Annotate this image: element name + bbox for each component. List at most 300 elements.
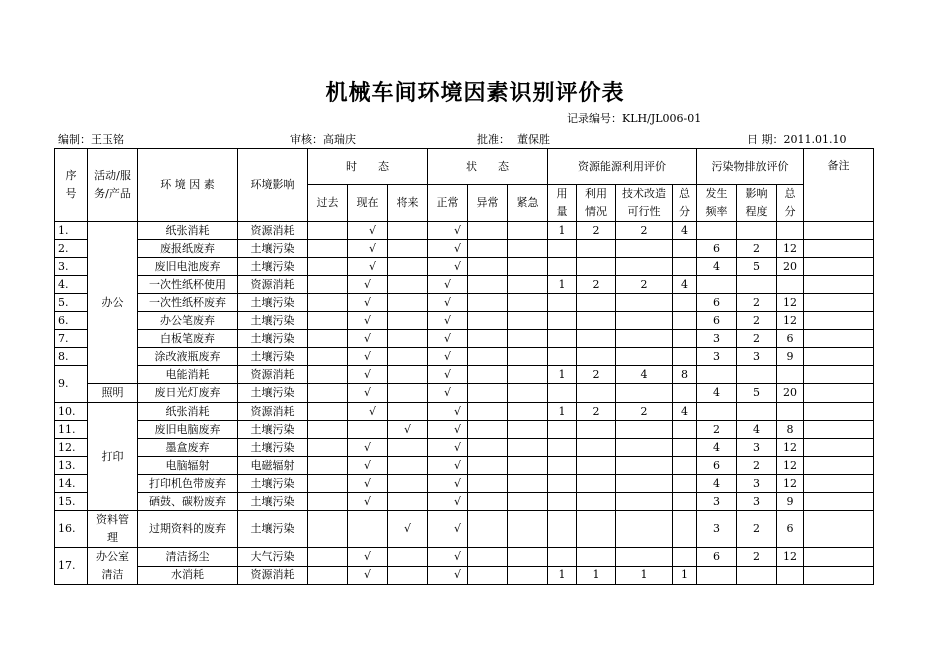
activity-group: 打印 xyxy=(88,403,138,511)
environmental-impact: 土壤污染 xyxy=(238,258,308,276)
time-cell xyxy=(308,493,348,511)
state-check-mark: √ xyxy=(428,240,468,258)
time-check-mark: √ xyxy=(348,276,388,294)
frequency-score: 3 xyxy=(697,511,737,548)
time-cell xyxy=(308,566,348,585)
row-seq: 2. xyxy=(55,240,88,258)
time-check-mark: √ xyxy=(348,403,388,421)
degree-score: 5 xyxy=(737,258,777,276)
utilization-score xyxy=(577,493,616,511)
usage-score xyxy=(548,294,577,312)
environmental-factor: 办公笔废弃 xyxy=(138,312,238,330)
state-check-mark: √ xyxy=(428,475,468,493)
state-check-mark: √ xyxy=(428,258,468,276)
pollution-total: 12 xyxy=(777,457,804,475)
usage-score: 1 xyxy=(548,276,577,294)
time-check-mark: √ xyxy=(348,384,388,403)
table-row xyxy=(55,240,874,258)
pollution-total: 20 xyxy=(777,258,804,276)
state-cell xyxy=(508,312,548,330)
degree-score: 2 xyxy=(737,312,777,330)
time-cell xyxy=(308,511,348,548)
header-time: 时 态 xyxy=(308,149,428,185)
state-cell xyxy=(508,511,548,548)
header-degree: 影响程度 xyxy=(737,185,777,222)
frequency-score xyxy=(697,222,737,240)
frequency-score: 6 xyxy=(697,312,737,330)
environmental-factor: 清洁扬尘 xyxy=(138,548,238,567)
time-cell xyxy=(388,403,428,421)
environmental-factor: 纸张消耗 xyxy=(138,403,238,421)
environmental-impact: 土壤污染 xyxy=(238,511,308,548)
state-cell xyxy=(508,566,548,585)
editor: 编制：王玉铭 xyxy=(58,133,124,146)
usage-score xyxy=(548,240,577,258)
state-cell xyxy=(468,511,508,548)
state-cell xyxy=(508,548,548,567)
state-cell xyxy=(508,366,548,384)
time-cell xyxy=(308,457,348,475)
note-cell xyxy=(804,511,874,548)
row-seq: 7. xyxy=(55,330,88,348)
time-cell xyxy=(388,348,428,366)
environmental-factor: 白板笔废弃 xyxy=(138,330,238,348)
state-cell xyxy=(508,348,548,366)
time-cell xyxy=(308,439,348,457)
usage-score xyxy=(548,421,577,439)
state-cell xyxy=(468,403,508,421)
note-cell xyxy=(804,312,874,330)
environmental-factor: 一次性纸杯废弃 xyxy=(138,294,238,312)
tech-score: 1 xyxy=(616,566,673,585)
degree-score xyxy=(737,222,777,240)
pollution-total xyxy=(777,222,804,240)
row-seq: 1. xyxy=(55,222,88,240)
state-check-mark: √ xyxy=(428,439,468,457)
environmental-impact: 土壤污染 xyxy=(238,348,308,366)
environmental-factor: 废日光灯废弃 xyxy=(138,384,238,403)
header-now: 现在 xyxy=(348,185,388,222)
activity-group: 办公 xyxy=(88,222,138,384)
pollution-total: 12 xyxy=(777,240,804,258)
note-cell xyxy=(804,384,874,403)
utilization-score xyxy=(577,240,616,258)
table-row xyxy=(55,330,874,348)
frequency-score xyxy=(697,566,737,585)
table-row xyxy=(55,457,874,475)
resource-total: 4 xyxy=(673,403,697,421)
state-cell xyxy=(468,330,508,348)
tech-score xyxy=(616,511,673,548)
usage-score: 1 xyxy=(548,403,577,421)
state-cell xyxy=(468,475,508,493)
time-check-mark: √ xyxy=(348,240,388,258)
table-row xyxy=(55,548,874,567)
pollution-total: 12 xyxy=(777,294,804,312)
tech-score xyxy=(616,384,673,403)
usage-score xyxy=(548,475,577,493)
table-row xyxy=(55,439,874,457)
state-cell xyxy=(468,421,508,439)
activity-group: 资料管理 xyxy=(88,511,138,548)
usage-score xyxy=(548,439,577,457)
row-seq: 6. xyxy=(55,312,88,330)
time-check-mark: √ xyxy=(388,421,428,439)
resource-total xyxy=(673,312,697,330)
degree-score: 4 xyxy=(737,421,777,439)
environmental-impact: 土壤污染 xyxy=(238,312,308,330)
environmental-factor: 水消耗 xyxy=(138,566,238,585)
time-cell xyxy=(388,240,428,258)
time-check-mark: √ xyxy=(348,294,388,312)
environmental-impact: 土壤污染 xyxy=(238,330,308,348)
tech-score xyxy=(616,240,673,258)
tech-score xyxy=(616,258,673,276)
frequency-score: 6 xyxy=(697,294,737,312)
frequency-score: 4 xyxy=(697,258,737,276)
frequency-score: 4 xyxy=(697,384,737,403)
environmental-factor: 过期资料的废弃 xyxy=(138,511,238,548)
header-frequency: 发生频率 xyxy=(697,185,737,222)
environmental-impact: 土壤污染 xyxy=(238,294,308,312)
state-cell xyxy=(508,493,548,511)
environmental-factor: 墨盒废弃 xyxy=(138,439,238,457)
environmental-factor: 废旧电脑废弃 xyxy=(138,421,238,439)
row-seq: 5. xyxy=(55,294,88,312)
header-pollution: 污染物排放评价 xyxy=(697,149,804,185)
environmental-impact: 资源消耗 xyxy=(238,222,308,240)
tech-score: 2 xyxy=(616,222,673,240)
table-row xyxy=(55,493,874,511)
state-cell xyxy=(468,276,508,294)
state-cell xyxy=(468,439,508,457)
tech-score xyxy=(616,312,673,330)
state-cell xyxy=(508,294,548,312)
time-check-mark: √ xyxy=(348,222,388,240)
tech-score: 4 xyxy=(616,366,673,384)
state-check-mark: √ xyxy=(428,511,468,548)
utilization-score xyxy=(577,457,616,475)
state-cell xyxy=(508,258,548,276)
resource-total xyxy=(673,493,697,511)
header-usage: 用量 xyxy=(548,185,577,222)
table-row xyxy=(55,384,874,403)
utilization-score xyxy=(577,439,616,457)
time-check-mark: √ xyxy=(348,475,388,493)
state-cell xyxy=(468,348,508,366)
frequency-score xyxy=(697,276,737,294)
table-row xyxy=(55,566,874,585)
note-cell xyxy=(804,222,874,240)
tech-score xyxy=(616,493,673,511)
pollution-total xyxy=(777,566,804,585)
pollution-total xyxy=(777,366,804,384)
table-row xyxy=(55,366,874,384)
note-cell xyxy=(804,421,874,439)
header-factor: 环 境 因 素 xyxy=(138,149,238,222)
state-cell xyxy=(508,330,548,348)
usage-score xyxy=(548,330,577,348)
note-cell xyxy=(804,366,874,384)
time-cell xyxy=(388,276,428,294)
header-resource: 资源能源利用评价 xyxy=(548,149,697,185)
resource-total xyxy=(673,330,697,348)
row-seq: 14. xyxy=(55,475,88,493)
time-check-mark: √ xyxy=(348,348,388,366)
table-row xyxy=(55,258,874,276)
utilization-score: 1 xyxy=(577,566,616,585)
pollution-total: 9 xyxy=(777,348,804,366)
time-cell xyxy=(388,566,428,585)
degree-score: 3 xyxy=(737,493,777,511)
environmental-factor: 打印机色带废弃 xyxy=(138,475,238,493)
tech-score xyxy=(616,421,673,439)
state-check-mark: √ xyxy=(428,276,468,294)
table-row xyxy=(55,312,874,330)
frequency-score xyxy=(697,366,737,384)
time-check-mark: √ xyxy=(348,312,388,330)
note-cell xyxy=(804,439,874,457)
utilization-score: 2 xyxy=(577,222,616,240)
time-cell xyxy=(388,222,428,240)
note-cell xyxy=(804,294,874,312)
activity-group: 照明 xyxy=(88,384,138,403)
state-cell xyxy=(468,258,508,276)
header-abnormal: 异常 xyxy=(468,185,508,222)
state-check-mark: √ xyxy=(428,493,468,511)
state-cell xyxy=(468,312,508,330)
row-seq: 4. xyxy=(55,276,88,294)
pollution-total: 12 xyxy=(777,439,804,457)
time-cell xyxy=(348,511,388,548)
tech-score: 2 xyxy=(616,276,673,294)
header-total2: 总分 xyxy=(777,185,804,222)
state-check-mark: √ xyxy=(428,366,468,384)
state-check-mark: √ xyxy=(428,421,468,439)
time-cell xyxy=(388,493,428,511)
header-total: 总分 xyxy=(673,185,697,222)
environmental-factor: 废报纸废弃 xyxy=(138,240,238,258)
time-check-mark: √ xyxy=(348,258,388,276)
state-cell xyxy=(508,421,548,439)
time-cell xyxy=(388,258,428,276)
utilization-score xyxy=(577,548,616,567)
time-cell xyxy=(388,330,428,348)
approver-label: 批准： xyxy=(477,133,510,146)
usage-score: 1 xyxy=(548,366,577,384)
environmental-factor: 硒鼓、碳粉废弃 xyxy=(138,493,238,511)
usage-score xyxy=(548,258,577,276)
note-cell xyxy=(804,493,874,511)
header-impact: 环境影响 xyxy=(238,149,308,222)
state-cell xyxy=(468,366,508,384)
usage-score xyxy=(548,548,577,567)
pollution-total: 6 xyxy=(777,511,804,548)
utilization-score xyxy=(577,421,616,439)
resource-total: 4 xyxy=(673,276,697,294)
pollution-total: 12 xyxy=(777,312,804,330)
state-check-mark: √ xyxy=(428,294,468,312)
state-check-mark: √ xyxy=(428,222,468,240)
usage-score xyxy=(548,348,577,366)
time-check-mark: √ xyxy=(388,511,428,548)
utilization-score xyxy=(577,258,616,276)
usage-score xyxy=(548,511,577,548)
record-number: 记录编号：KLH/JL006-01 xyxy=(567,112,702,125)
degree-score: 2 xyxy=(737,511,777,548)
resource-total xyxy=(673,548,697,567)
degree-score: 2 xyxy=(737,240,777,258)
time-cell xyxy=(308,312,348,330)
note-cell xyxy=(804,276,874,294)
degree-score: 2 xyxy=(737,330,777,348)
state-cell xyxy=(468,566,508,585)
utilization-score xyxy=(577,348,616,366)
pollution-total: 20 xyxy=(777,384,804,403)
evaluation-table xyxy=(54,148,874,585)
note-cell xyxy=(804,566,874,585)
note-cell xyxy=(804,330,874,348)
degree-score: 2 xyxy=(737,294,777,312)
frequency-score: 2 xyxy=(697,421,737,439)
time-cell xyxy=(308,366,348,384)
utilization-score xyxy=(577,384,616,403)
header-activity: 活动/服务/产品 xyxy=(88,149,138,222)
degree-score: 2 xyxy=(737,457,777,475)
time-cell xyxy=(388,475,428,493)
state-cell xyxy=(508,276,548,294)
resource-total xyxy=(673,439,697,457)
table-row xyxy=(55,276,874,294)
state-check-mark: √ xyxy=(428,312,468,330)
note-cell xyxy=(804,475,874,493)
pollution-total: 12 xyxy=(777,548,804,567)
degree-score xyxy=(737,566,777,585)
degree-score xyxy=(737,366,777,384)
resource-total xyxy=(673,511,697,548)
utilization-score xyxy=(577,294,616,312)
header-note: 备注 xyxy=(804,149,874,222)
row-seq: 16. xyxy=(55,511,88,548)
table-row xyxy=(55,222,874,240)
environmental-impact: 土壤污染 xyxy=(238,439,308,457)
resource-total: 4 xyxy=(673,222,697,240)
frequency-score: 3 xyxy=(697,493,737,511)
environmental-impact: 土壤污染 xyxy=(238,493,308,511)
time-cell xyxy=(388,312,428,330)
time-check-mark: √ xyxy=(348,457,388,475)
note-cell xyxy=(804,258,874,276)
time-check-mark: √ xyxy=(348,439,388,457)
row-seq: 10. xyxy=(55,403,88,421)
environmental-impact: 资源消耗 xyxy=(238,403,308,421)
frequency-score: 6 xyxy=(697,457,737,475)
state-cell xyxy=(508,403,548,421)
row-seq: 13. xyxy=(55,457,88,475)
environmental-factor: 一次性纸杯使用 xyxy=(138,276,238,294)
frequency-score xyxy=(697,403,737,421)
state-cell xyxy=(468,548,508,567)
usage-score xyxy=(548,457,577,475)
tech-score xyxy=(616,294,673,312)
state-cell xyxy=(468,240,508,258)
time-cell xyxy=(388,384,428,403)
environmental-factor: 纸张消耗 xyxy=(138,222,238,240)
resource-total xyxy=(673,240,697,258)
pollution-total xyxy=(777,403,804,421)
reviewer: 审核：高瑞庆 xyxy=(290,133,356,146)
header-emergency: 紧急 xyxy=(508,185,548,222)
time-cell xyxy=(388,366,428,384)
environmental-factor: 电能消耗 xyxy=(138,366,238,384)
frequency-score: 6 xyxy=(697,240,737,258)
usage-score xyxy=(548,493,577,511)
degree-score xyxy=(737,276,777,294)
pollution-total: 8 xyxy=(777,421,804,439)
usage-score xyxy=(548,312,577,330)
environmental-impact: 资源消耗 xyxy=(238,276,308,294)
time-check-mark: √ xyxy=(348,566,388,585)
page-title: 机械车间环境因素识别评价表 xyxy=(325,80,625,106)
state-cell xyxy=(468,294,508,312)
state-cell xyxy=(508,475,548,493)
resource-total xyxy=(673,421,697,439)
state-cell xyxy=(468,222,508,240)
resource-total xyxy=(673,294,697,312)
time-cell xyxy=(388,439,428,457)
table-row xyxy=(55,348,874,366)
time-cell xyxy=(308,475,348,493)
state-cell xyxy=(508,439,548,457)
note-cell xyxy=(804,240,874,258)
state-check-mark: √ xyxy=(428,403,468,421)
time-cell xyxy=(348,421,388,439)
row-seq: 15. xyxy=(55,493,88,511)
resource-total xyxy=(673,384,697,403)
header-seq: 序号 xyxy=(55,149,88,222)
pollution-total: 9 xyxy=(777,493,804,511)
pollution-total: 12 xyxy=(777,475,804,493)
state-check-mark: √ xyxy=(428,566,468,585)
state-check-mark: √ xyxy=(428,457,468,475)
utilization-score xyxy=(577,330,616,348)
tech-score xyxy=(616,330,673,348)
resource-total xyxy=(673,475,697,493)
utilization-score xyxy=(577,475,616,493)
state-check-mark: √ xyxy=(428,384,468,403)
resource-total: 8 xyxy=(673,366,697,384)
note-cell xyxy=(804,403,874,421)
utilization-score xyxy=(577,511,616,548)
state-cell xyxy=(508,384,548,403)
tech-score xyxy=(616,548,673,567)
environmental-impact: 土壤污染 xyxy=(238,240,308,258)
resource-total xyxy=(673,258,697,276)
degree-score: 2 xyxy=(737,548,777,567)
table-row xyxy=(55,511,874,548)
frequency-score: 3 xyxy=(697,348,737,366)
time-cell xyxy=(388,548,428,567)
table-row xyxy=(55,475,874,493)
state-cell xyxy=(468,493,508,511)
row-seq: 8. xyxy=(55,348,88,366)
frequency-score: 4 xyxy=(697,475,737,493)
state-check-mark: √ xyxy=(428,548,468,567)
row-seq: 11. xyxy=(55,421,88,439)
activity-group: 办公室清洁 xyxy=(88,548,138,585)
usage-score: 1 xyxy=(548,566,577,585)
time-cell xyxy=(308,240,348,258)
